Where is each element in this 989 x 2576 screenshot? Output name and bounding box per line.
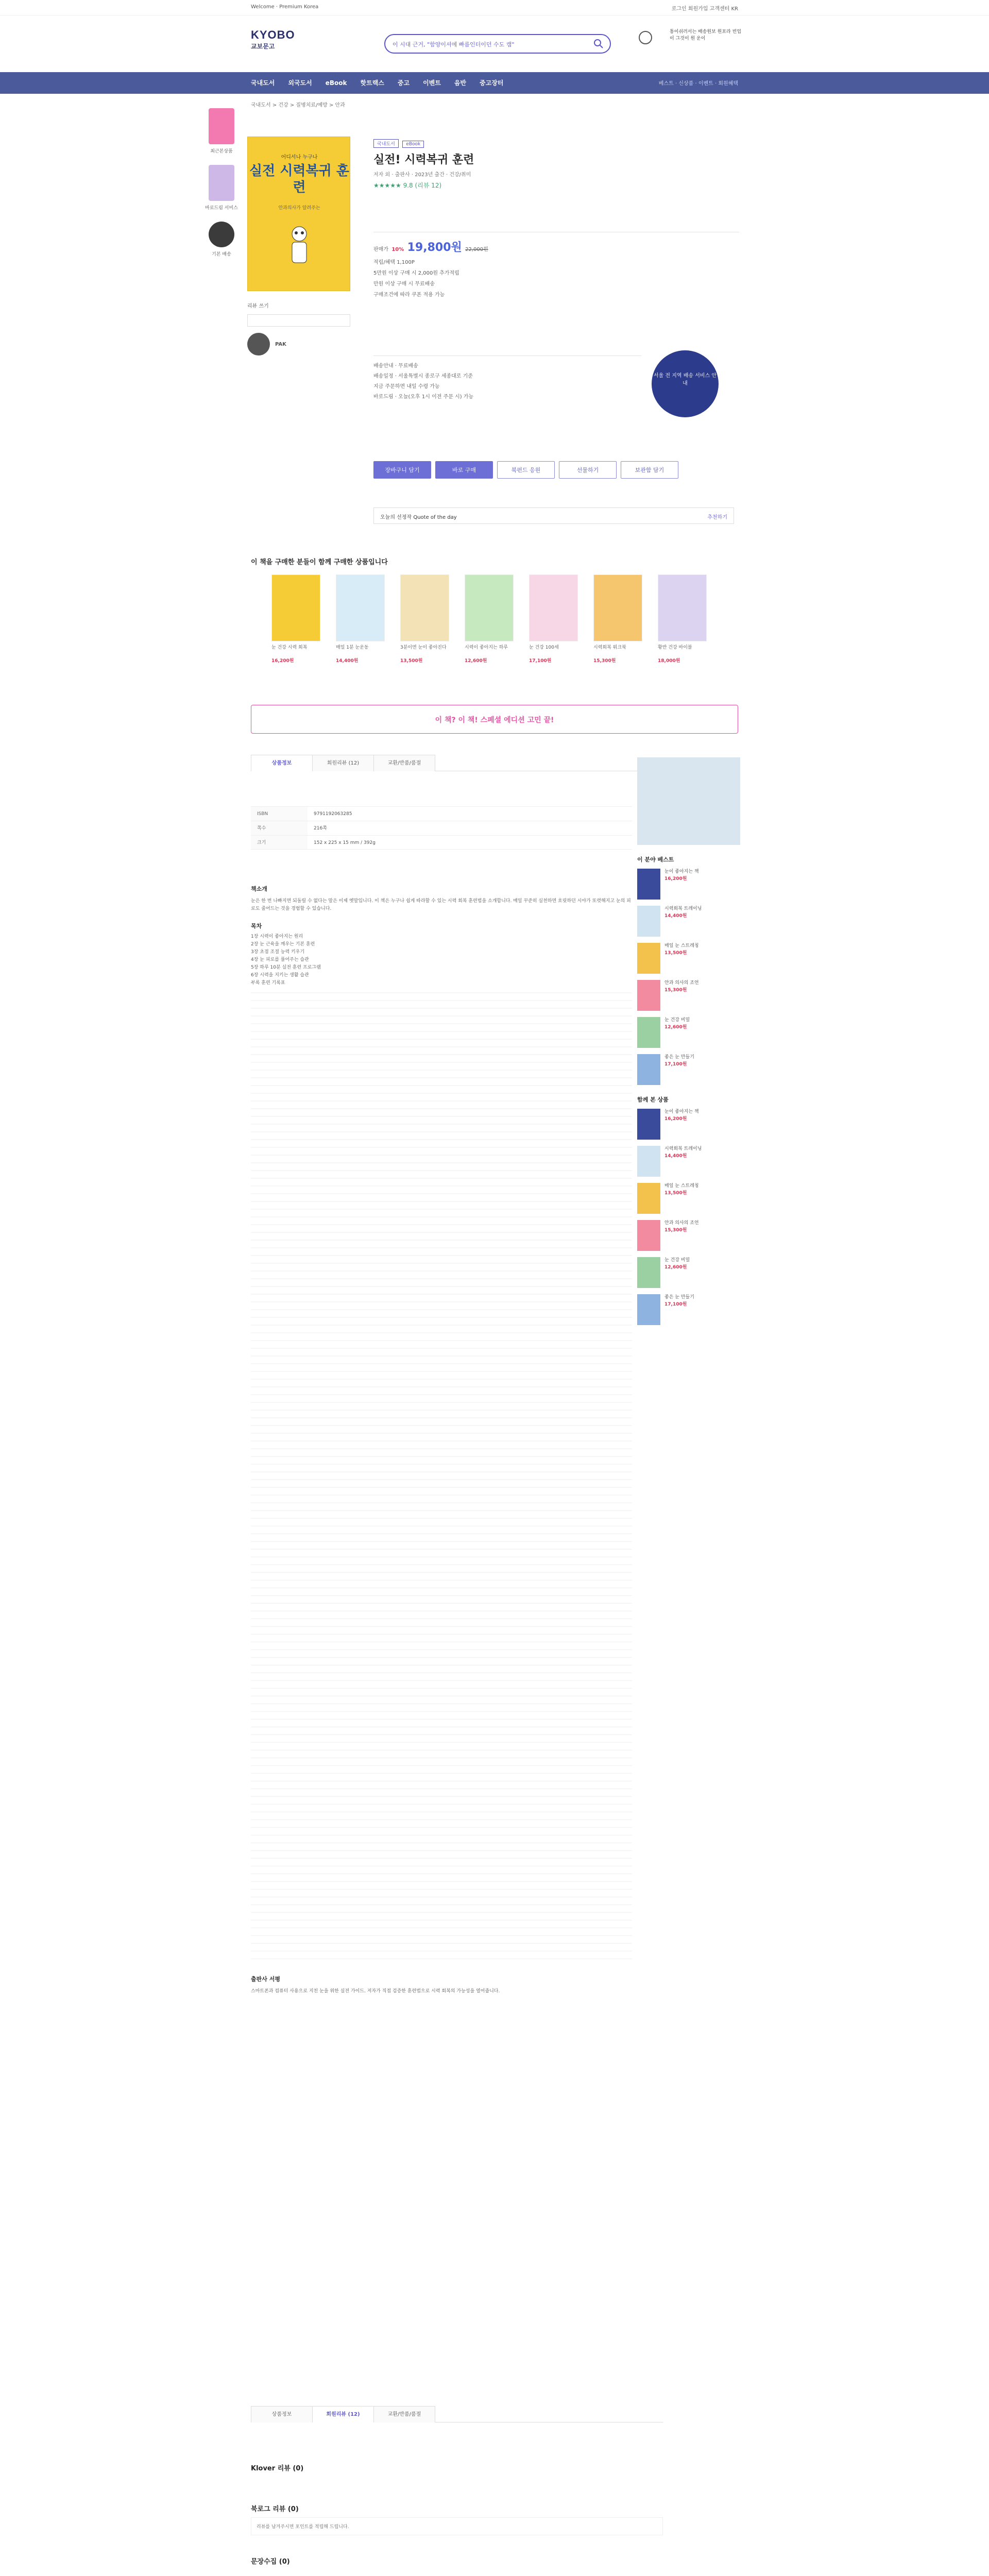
side-item[interactable] <box>637 943 740 974</box>
side-price: 12,600원 <box>664 1265 687 1270</box>
cart-button[interactable]: 장바구니 담기 <box>373 461 431 479</box>
side-title[interactable]: 매일 눈 스트레칭 <box>664 943 699 948</box>
carousel-book-cover[interactable] <box>658 574 707 641</box>
carousel-book-cover[interactable] <box>593 574 642 641</box>
right-sidebar <box>637 757 740 1331</box>
ship-row: 지금 주문하면 내일 수령 가능 <box>373 384 440 389</box>
author-name[interactable]: PAK <box>275 341 286 347</box>
cover-kicker: 어디서나 누구나 <box>281 155 318 160</box>
wishlist-button[interactable]: 보관함 담기 <box>621 461 678 479</box>
gift-button[interactable]: 선물하기 <box>559 461 617 479</box>
buy-button[interactable]: 바로 구매 <box>435 461 493 479</box>
price-row: 5만원 이상 구매 시 2,000원 추가적립 <box>373 270 459 276</box>
carousel-book-cover[interactable] <box>529 574 578 641</box>
side-item[interactable] <box>637 1257 740 1288</box>
toc-item: 4장 눈 피로를 풀어주는 습관 <box>251 957 309 962</box>
side-book-cover[interactable] <box>637 906 660 937</box>
side-title[interactable]: 눈이 좋아지는 책 <box>664 1109 699 1114</box>
search-box[interactable] <box>384 34 611 54</box>
review-link[interactable]: 리뷰 쓰기 <box>247 303 269 309</box>
toc-continued <box>251 987 632 1966</box>
side-title[interactable]: 시력회복 트레이닝 <box>664 906 702 911</box>
side-book-cover[interactable] <box>637 943 660 974</box>
spec-key: ISBN <box>251 807 308 821</box>
tab-info[interactable]: 상품정보 <box>251 2406 313 2422</box>
side-price: 14,400원 <box>664 1154 687 1159</box>
spec-key: 쪽수 <box>251 821 308 835</box>
spec-value: 152 x 225 x 15 mm / 392g <box>314 840 376 845</box>
fund-button[interactable]: 북펀드 응원 <box>497 461 555 479</box>
carousel-title[interactable]: 황반 건강 바이블 <box>658 645 692 650</box>
cover-figure-icon <box>284 225 315 266</box>
side-book-cover[interactable] <box>637 869 660 900</box>
book-spec <box>251 806 632 850</box>
carousel-price: 17,100원 <box>529 658 552 664</box>
carousel-title[interactable]: 3분이면 눈이 좋아진다 <box>400 645 447 650</box>
left-item[interactable]: 기본 배송 <box>212 252 231 257</box>
review-section <box>251 2463 663 2566</box>
cart-icon[interactable] <box>639 31 652 44</box>
search-input[interactable]: 이 시대 근거, "함양이셔에 빠름인터이던 수도 캠" <box>393 41 515 48</box>
carousel-price: 14,400원 <box>336 658 359 664</box>
memo-input[interactable] <box>247 314 350 327</box>
side-book-cover[interactable] <box>637 1294 660 1325</box>
toc-list <box>251 933 632 987</box>
toc-item: 5장 하루 10분 실전 훈련 프로그램 <box>251 965 321 970</box>
toc-item: 1장 시력이 좋아지는 원리 <box>251 934 303 939</box>
side-item[interactable] <box>637 980 740 1011</box>
intro-heading: 책소개 <box>251 886 267 892</box>
book-title: 실전! 시력복귀 훈련 <box>373 154 474 166</box>
related-carousel <box>251 574 740 698</box>
carousel-book-cover[interactable] <box>271 574 320 641</box>
side-item[interactable] <box>637 1146 740 1177</box>
author-avatar[interactable] <box>247 333 270 355</box>
klover-heading: Klover 리뷰 (0) <box>251 2465 304 2472</box>
tag[interactable]: eBook <box>402 141 424 148</box>
detail-tabs-2 <box>251 2406 663 2422</box>
carousel-item[interactable] <box>658 574 707 664</box>
side-book-cover[interactable] <box>637 1183 660 1214</box>
main-nav <box>0 72 989 94</box>
promo-banner[interactable] <box>251 705 738 734</box>
discount: 10% <box>391 247 404 252</box>
carousel-price: 13,500원 <box>400 658 423 664</box>
carousel-title[interactable]: 매일 1분 눈운동 <box>336 645 369 650</box>
side-title[interactable]: 매일 눈 스트레칭 <box>664 1183 699 1189</box>
side-item[interactable] <box>637 1017 740 1048</box>
nav-item[interactable]: 외국도서 <box>288 79 312 87</box>
toc-item: 6장 시력을 지키는 생활 습관 <box>251 973 309 978</box>
header-banner[interactable]: 통이쉬러서는 배송원보 원포라 빈업이 그것이 원 운이 <box>670 29 741 41</box>
toc-item: 3장 초점 조절 능력 키우기 <box>251 950 305 955</box>
cover-title: 실전 시력복귀 훈련 <box>249 163 349 195</box>
nav-item[interactable]: 중고장터 <box>480 79 504 87</box>
recent-book-thumb[interactable] <box>209 108 234 144</box>
carousel-item[interactable] <box>529 574 578 664</box>
tab-review[interactable]: 회원리뷰 (12) <box>312 755 374 771</box>
logo-main: KYOBO <box>251 28 295 41</box>
pub-heading: 출판사 서평 <box>251 1976 280 1982</box>
nav-item[interactable]: eBook <box>325 79 347 87</box>
nav-item[interactable]: 음반 <box>454 79 467 87</box>
quote-of-day[interactable] <box>373 507 734 524</box>
side-item[interactable] <box>637 906 740 937</box>
side-price: 14,400원 <box>664 913 687 919</box>
sentence-heading: 문장수집 (0) <box>251 2558 290 2566</box>
spec-value: 216쪽 <box>314 826 327 831</box>
side-title[interactable]: 좋은 눈 만들기 <box>664 1295 694 1300</box>
search-icon[interactable] <box>593 39 604 49</box>
side-book-cover[interactable] <box>637 1257 660 1288</box>
top-bar <box>0 0 989 15</box>
seen-heading: 함께 본 상품 <box>637 1096 669 1103</box>
points: 적립/혜택 1,100P <box>373 260 415 265</box>
side-book-cover[interactable] <box>637 1220 660 1251</box>
side-item[interactable] <box>637 1294 740 1325</box>
site-logo[interactable] <box>251 28 313 59</box>
price-row: 만원 이상 구매 시 무료배송 <box>373 281 435 287</box>
shipping-badge[interactable]: 서울 전 지역 배송 서비스 안내 <box>652 350 719 417</box>
carousel-book-cover[interactable] <box>465 574 514 641</box>
cover-note: 안과의사가 알려주는 <box>278 206 320 211</box>
side-price: 16,200원 <box>664 1116 687 1122</box>
nav-item[interactable]: 이벤트 <box>423 79 441 87</box>
carousel-title[interactable]: 시력회복 워크북 <box>593 645 626 650</box>
side-price: 12,600원 <box>664 1025 687 1030</box>
ship-row[interactable]: 배송일정 · 서울특별시 종로구 세종대로 기준 <box>373 374 473 379</box>
topbar-left[interactable]: Welcome · Premium Korea <box>251 4 319 10</box>
recent-book-thumb[interactable] <box>209 165 234 201</box>
carousel-item[interactable] <box>593 574 642 664</box>
side-price: 13,500원 <box>664 951 687 956</box>
carousel-item[interactable] <box>400 574 449 664</box>
carousel-item[interactable] <box>465 574 514 664</box>
side-item[interactable] <box>637 1054 740 1085</box>
side-title[interactable]: 시력회복 트레이닝 <box>664 1146 702 1151</box>
toc-heading: 목차 <box>251 923 262 929</box>
side-price: 17,100원 <box>664 1062 687 1067</box>
tab-return[interactable]: 교환/반품/품절 <box>373 755 435 771</box>
price: 19,800원 <box>407 241 462 254</box>
pub-text: 스마트폰과 컴퓨터 사용으로 지친 눈을 위한 실전 가이드. 저자가 직접 검증한 훈련법으로 시력 회복의 가능성을 열어줍니다. <box>251 1989 500 1994</box>
side-item[interactable] <box>637 869 740 900</box>
side-book-cover[interactable] <box>637 1146 660 1177</box>
left-item[interactable]: 바로드림 서비스 <box>205 206 238 211</box>
side-ad[interactable] <box>637 757 740 845</box>
nav-items <box>251 78 517 87</box>
booklog-heading: 북로그 리뷰 (0) <box>251 2505 299 2513</box>
qotd-action[interactable]: 추천하기 <box>707 515 727 520</box>
carousel-price: 12,600원 <box>465 658 487 664</box>
toc-item: 부록 훈련 기록표 <box>251 980 285 986</box>
side-item[interactable] <box>637 1220 740 1251</box>
side-price: 15,300원 <box>664 988 687 993</box>
booklog-note: 리뷰를 남겨주시면 포인트를 적립해 드립니다. <box>251 2517 663 2535</box>
best-list <box>637 869 740 1085</box>
qotd-text: 오늘의 선정작 Quote of the day <box>380 515 457 520</box>
spec-value: 9791192063285 <box>314 811 352 817</box>
intro-text: 눈은 한 번 나빠지면 되돌릴 수 없다는 말은 이제 옛말입니다. 이 책은 누구나 쉽게 따라할 수 있는 시력 회복 훈련법을 소개합니다. 매일 꾸준히 실천하면 흐릿하던 시야가 또렷해지고 눈의 피로도 줄어드는 것을 경험할 수 있습니다. <box>251 899 631 911</box>
detail-tabs <box>251 755 663 771</box>
carousel-price: 16,200원 <box>271 658 294 664</box>
ship-row: 바로드림 · 오늘(오후 1시 이전 주문 시) 가능 <box>373 394 474 400</box>
carousel-price: 18,000원 <box>658 658 680 664</box>
price-row: 구매조건에 따라 쿠폰 적용 가능 <box>373 292 445 298</box>
side-title[interactable]: 눈 건강 비밀 <box>664 1258 690 1263</box>
list-price: 22,000원 <box>465 247 488 252</box>
side-book-cover[interactable] <box>637 1054 660 1085</box>
nav-item[interactable]: 핫트랙스 <box>360 79 384 87</box>
book-cover[interactable] <box>247 137 350 291</box>
side-item[interactable] <box>637 1183 740 1214</box>
breadcrumb[interactable]: 국내도서 > 건강 > 질병치료/예방 > 안과 <box>251 103 345 108</box>
topbar-right[interactable]: 로그인 회원가입 고객센터 KR <box>671 6 738 12</box>
left-item[interactable]: 최근본상품 <box>210 149 233 154</box>
book-subline[interactable]: 저자 외 · 출판사 · 2023년 출간 · 건강/취미 <box>373 172 471 178</box>
promo-text: 이 책? 이 책! 스페셜 에디션 고민 끝! <box>435 716 554 724</box>
carousel-heading: 이 책을 구매한 분들이 함께 구매한 상품입니다 <box>251 558 388 566</box>
carousel-book-cover[interactable] <box>400 574 449 641</box>
side-book-cover[interactable] <box>637 1017 660 1048</box>
side-title[interactable]: 눈이 좋아지는 책 <box>664 869 699 874</box>
ship-row: 배송안내 · 무료배송 <box>373 363 418 369</box>
tab-return[interactable]: 교환/반품/품절 <box>373 2406 435 2422</box>
side-price: 17,100원 <box>664 1302 687 1307</box>
side-book-cover[interactable] <box>637 1109 660 1140</box>
side-price: 13,500원 <box>664 1191 687 1196</box>
cover-actions <box>247 301 350 355</box>
carousel-item[interactable] <box>336 574 385 664</box>
carousel-price: 15,300원 <box>593 658 616 664</box>
side-item[interactable] <box>637 1109 740 1140</box>
book-content <box>251 876 632 2000</box>
carousel-title[interactable]: 시력이 좋아지는 하루 <box>465 645 508 650</box>
tab-review[interactable]: 회원리뷰 (12) <box>312 2406 374 2422</box>
carousel-title[interactable]: 눈 건강 시력 회복 <box>271 645 308 650</box>
side-price: 16,200원 <box>664 876 687 882</box>
seen-list <box>637 1109 740 1325</box>
nav-right[interactable]: 베스트 · 신상품 · 이벤트 · 회원혜택 <box>658 81 738 87</box>
toc-item: 2장 눈 근육을 깨우는 기본 훈련 <box>251 942 315 947</box>
side-title[interactable]: 좋은 눈 만들기 <box>664 1055 694 1060</box>
tab-info[interactable]: 상품정보 <box>251 755 313 771</box>
carousel-item[interactable] <box>271 574 320 664</box>
nav-item[interactable]: 국내도서 <box>251 79 275 87</box>
avatar[interactable] <box>209 222 234 247</box>
book-info <box>373 139 739 190</box>
carousel-title[interactable]: 눈 건강 100세 <box>529 645 559 650</box>
side-book-cover[interactable] <box>637 980 660 1011</box>
rating[interactable]: ★★★★★ 9.8 (리뷰 12) <box>373 182 442 189</box>
nav-item[interactable]: 중고 <box>397 79 410 87</box>
price-area <box>373 232 739 301</box>
carousel-book-cover[interactable] <box>336 574 385 641</box>
tag[interactable]: 국내도서 <box>373 139 399 148</box>
side-title[interactable]: 안과 의사의 조언 <box>664 1221 699 1226</box>
side-title[interactable]: 눈 건강 비밀 <box>664 1018 690 1023</box>
spec-key: 크기 <box>251 836 308 849</box>
side-price: 15,300원 <box>664 1228 687 1233</box>
best-heading: 이 분야 베스트 <box>637 856 674 863</box>
logo-sub: 교보문고 <box>251 43 275 50</box>
side-title[interactable]: 안과 의사의 조언 <box>664 980 699 986</box>
left-sidebar <box>203 108 240 268</box>
shipping-info <box>373 355 641 402</box>
price-label: 판매가 <box>373 247 388 252</box>
purchase-buttons <box>373 461 734 482</box>
